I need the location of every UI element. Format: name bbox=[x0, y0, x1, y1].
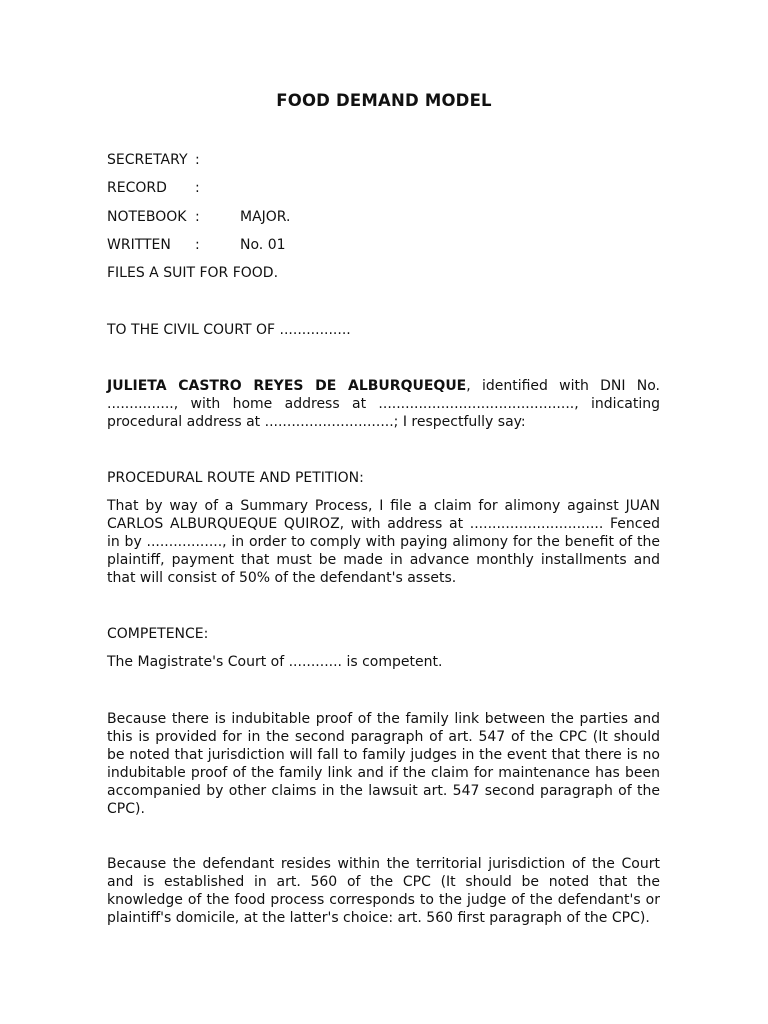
field-label: RECORD bbox=[107, 180, 167, 196]
field-colon: : bbox=[195, 209, 200, 225]
field-colon: : bbox=[195, 237, 200, 253]
field-label: SECRETARY bbox=[107, 152, 188, 168]
plaintiff-name: JULIETA CASTRO REYES DE ALBURQUEQUE bbox=[107, 378, 467, 394]
procedural-heading: PROCEDURAL ROUTE AND PETITION: bbox=[107, 470, 364, 486]
addressee-line: TO THE CIVIL COURT OF ................ bbox=[107, 322, 351, 338]
field-colon: : bbox=[195, 152, 200, 168]
procedural-paragraph: That by way of a Summary Process, I file a claim for alimony against JUAN CARLOS ALBURQUEQUE QUIROZ, with address at .............................. Fenced in by ................., in order to comply with paying alimony for the benefit of the plaintiff, payment that must be made in advance monthly installments and that will consist of 50% of the defendant's assets. bbox=[107, 498, 660, 586]
field-label: WRITTEN bbox=[107, 237, 171, 253]
field-value: No. 01 bbox=[240, 237, 286, 253]
jurisdiction-paragraph-1: Because there is indubitable proof of the family link between the parties and this is provided for in the second paragraph of art. 547 of the CPC (It should be noted that jurisdiction will fall to family judges in the event that there is no indubitable proof of the family link and if the claim for maintenance has been accompanied by other claims in the lawsuit art. 547 second paragraph of the CPC). bbox=[107, 711, 660, 817]
intro-paragraph bbox=[107, 377, 660, 431]
suit-line: FILES A SUIT FOR FOOD. bbox=[107, 265, 279, 281]
field-colon: : bbox=[195, 180, 200, 196]
document-title: FOOD DEMAND MODEL bbox=[276, 91, 492, 110]
field-value: MAJOR. bbox=[240, 209, 291, 225]
competence-heading: COMPETENCE: bbox=[107, 626, 209, 642]
competence-text: The Magistrate's Court of ............ is competent. bbox=[107, 654, 443, 670]
intro-text: , identified with DNI No. ..............., with home address at ............................................, indicating procedural address at .............................; I respectfully say: bbox=[107, 378, 660, 430]
field-label: NOTEBOOK bbox=[107, 209, 187, 225]
jurisdiction-paragraph-2: Because the defendant resides within the territorial jurisdiction of the Court and is established in art. 560 of the CPC (It should be noted that the knowledge of the food process corresponds to the judge of the defendant's or plaintiff's domicile, at the latter's choice: art. 560 first paragraph of the CPC). bbox=[107, 856, 660, 926]
